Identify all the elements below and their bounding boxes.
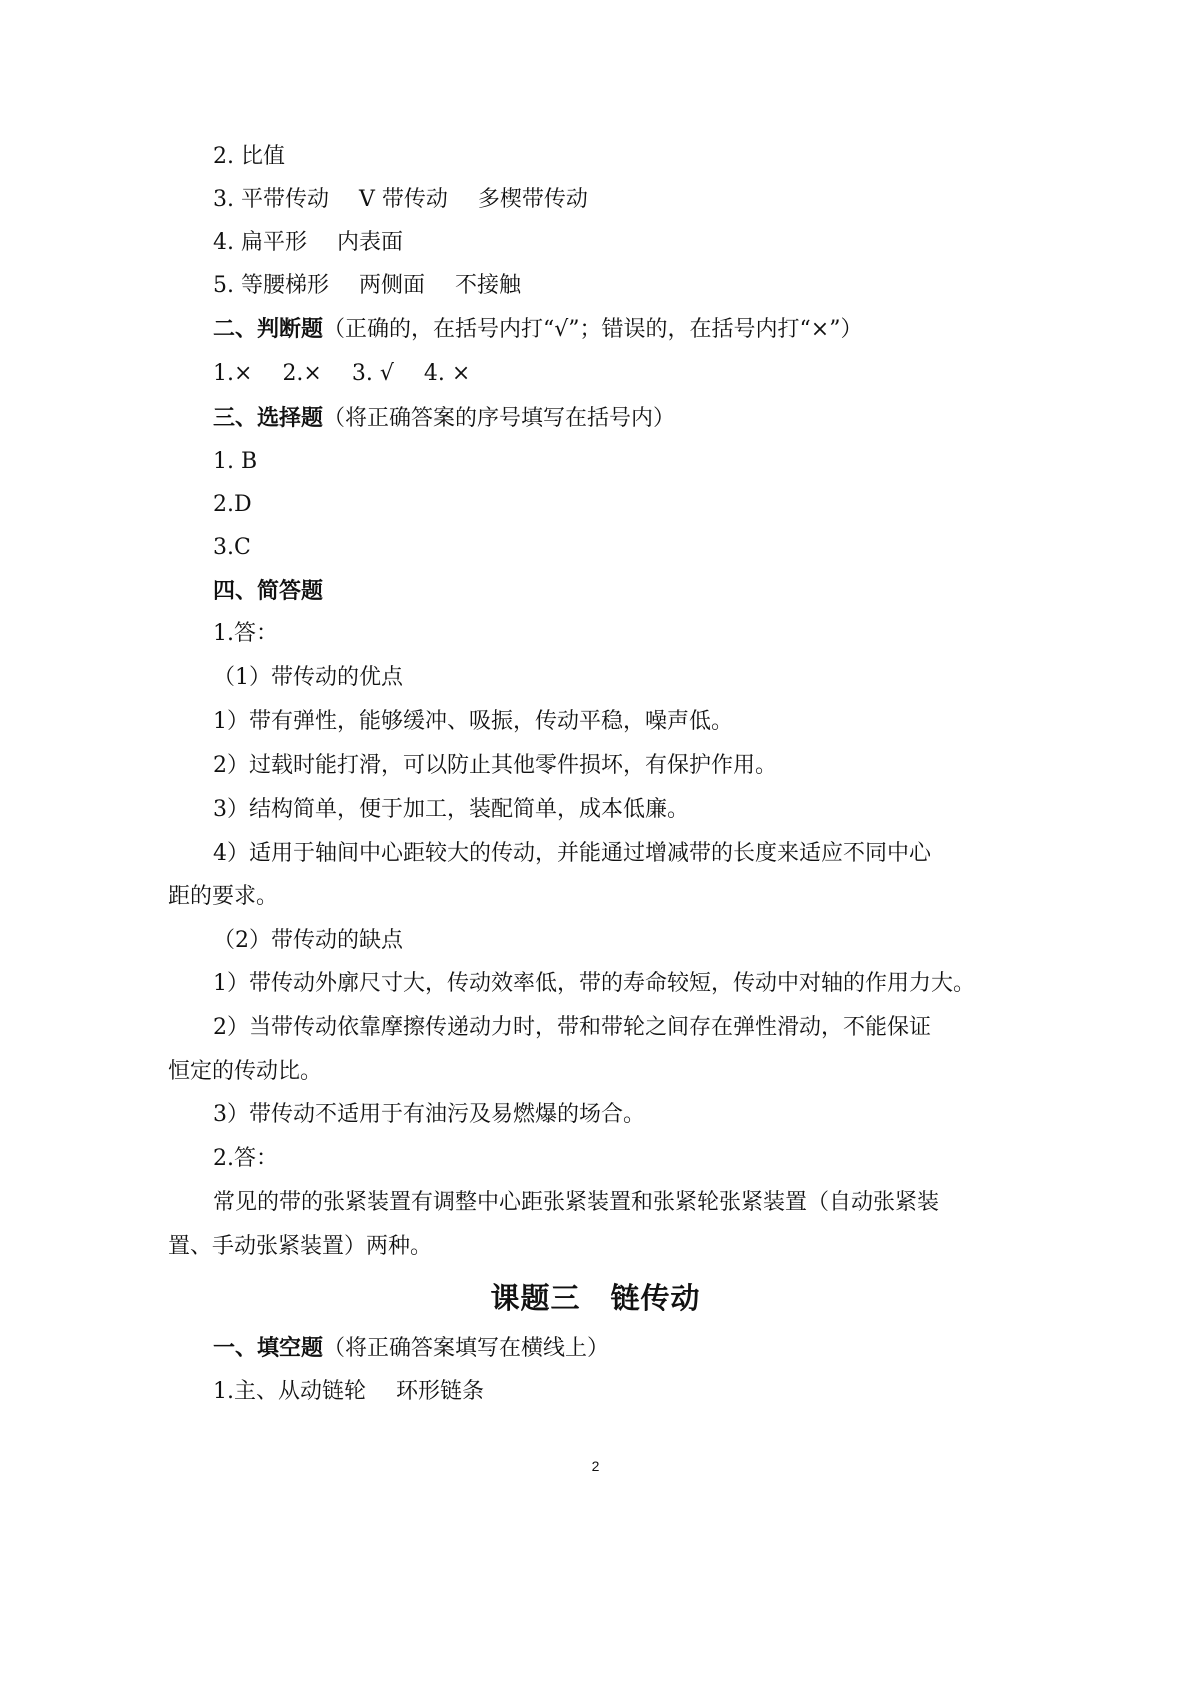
section-title: 二、判断题: [213, 316, 324, 342]
answer-line: 1.答：: [213, 621, 278, 646]
topic-title: 课题三 链传动: [490, 1281, 701, 1315]
answer-item: 3. 平带传动: [213, 187, 329, 212]
answer-item: 2.×: [282, 361, 322, 386]
answer-line: [213, 271, 521, 301]
answer-item: 1.×: [213, 361, 253, 386]
answer-line: 3）结构简单，便于加工，装配简单，成本低廉。: [213, 797, 689, 822]
section-title: 一、填空题: [213, 1335, 324, 1361]
answer-line: 1. B: [213, 449, 258, 474]
answer-line: 距的要求。: [168, 884, 279, 909]
section-note: （将正确答案填写在横线上）: [323, 1336, 610, 1361]
answer-line: [213, 1377, 484, 1407]
answer-item: V 带传动: [358, 187, 448, 212]
answer-item: 环形链条: [396, 1379, 485, 1404]
answer-line: 2）当带传动依靠摩擦传递动力时，带和带轮之间存在弹性滑动，不能保证: [213, 1015, 931, 1040]
section-heading: [213, 314, 862, 345]
answer-item: 3. √: [351, 361, 394, 386]
answer-item: 4. 扁平形: [213, 230, 307, 255]
section-title: 三、选择题: [213, 405, 324, 431]
subheading: （2）带传动的缺点: [213, 928, 403, 953]
answer-item: 多楔带传动: [477, 187, 588, 212]
section-heading: [213, 1333, 609, 1364]
answer-item: 1.主、从动链轮: [213, 1379, 366, 1404]
answer-line: 3.C: [213, 535, 251, 560]
page-number: 2: [591, 1458, 600, 1474]
answer-line: 常见的带的张紧装置有调整中心距张紧装置和张紧轮张紧装置（自动张紧装: [213, 1190, 940, 1215]
answer-line: 2.答：: [213, 1146, 278, 1171]
answer-line: [213, 359, 470, 389]
answer-line: 2. 比值: [213, 144, 285, 169]
section-heading: [213, 403, 675, 434]
answer-item: 5. 等腰梯形: [213, 273, 329, 298]
answer-line: 3）带传动不适用于有油污及易燃爆的场合。: [213, 1102, 645, 1127]
answer-line: 置、手动张紧装置）两种。: [168, 1234, 433, 1259]
answer-item: 4. ×: [423, 361, 471, 386]
answer-line: 恒定的传动比。: [168, 1059, 323, 1084]
answer-line: 1）带有弹性，能够缓冲、吸振，传动平稳，噪声低。: [213, 709, 733, 734]
answer-line: [213, 185, 588, 215]
section-note: （正确的，在括号内打“√”；错误的，在括号内打“×”）: [323, 317, 863, 342]
answer-item: 两侧面: [358, 273, 425, 298]
answer-item: 内表面: [336, 230, 403, 255]
section-title: 四、简答题: [213, 578, 324, 604]
answer-line: 1）带传动外廓尺寸大，传动效率低，带的寿命较短，传动中对轴的作用力大。: [213, 971, 975, 996]
answer-line: 2.D: [213, 492, 252, 517]
section-note: （将正确答案的序号填写在括号内）: [323, 406, 676, 431]
answer-line: [213, 228, 403, 258]
answer-line: 2）过载时能打滑，可以防止其他零件损坏，有保护作用。: [213, 753, 777, 778]
answer-item: 不接触: [455, 273, 522, 298]
answer-line: 4）适用于轴间中心距较大的传动，并能通过增减带的长度来适应不同中心: [213, 841, 931, 866]
subheading: （1）带传动的优点: [213, 665, 403, 690]
